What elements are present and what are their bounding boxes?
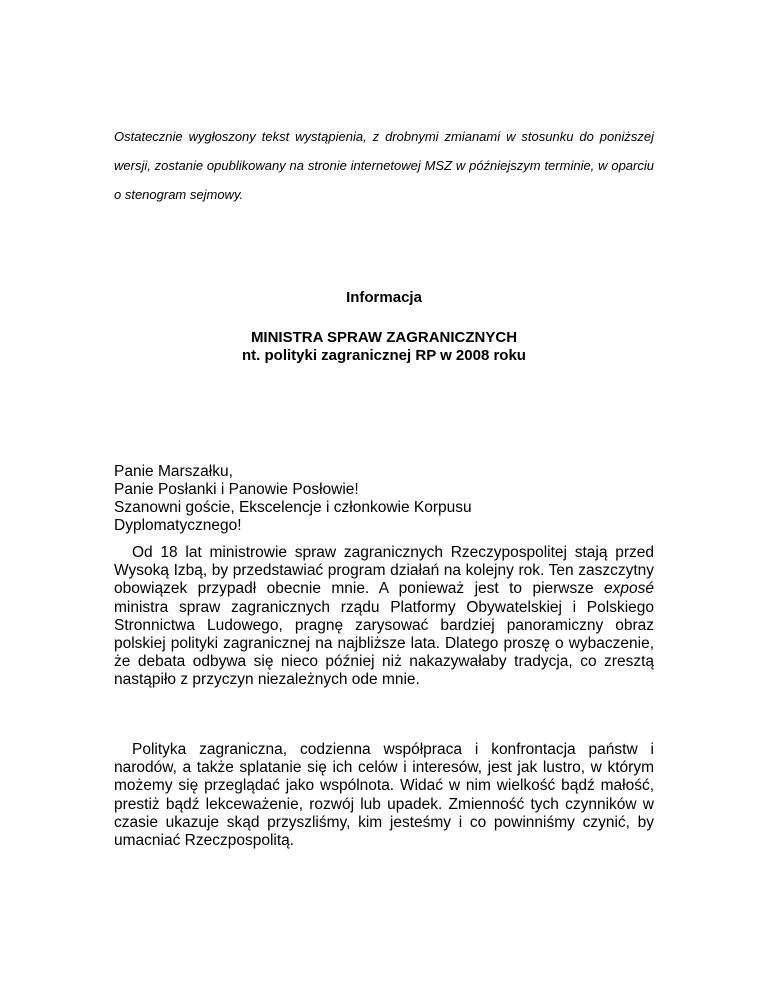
publication-note: Ostatecznie wygłoszony tekst wystąpienia, z drobnymi zmianami w stosunku do poniższej wersji, zostanie opublikowany na stronie internetowej MSZ w późniejszym terminie, w oparciu o stenogram sejmowy. (114, 129, 654, 202)
paragraph-1 (114, 544, 654, 690)
paragraph-1-text-a: Od 18 lat ministrowie spraw zagranicznych Rzeczypospolitej stają przed Wysoką Izbą, by przedstawiać program działań na kolejny rok. Ten zaszczytny obowiązek przypadł obecnie mnie. A ponieważ jest to pierwsze (114, 544, 654, 598)
salutation-line-4: Dyplomatycznego! (114, 517, 242, 534)
salutation (114, 463, 654, 535)
salutation-word: Korpusu (413, 499, 472, 516)
paragraph-2: Polityka zagraniczna, codzienna współpraca i konfrontacja państw i narodów, a także splatanie się ich celów i interesów, jest jak lustro, w którym możemy się przeglądać jako wspólnota. Widać w nim wielkość bądź małość, prestiż bądź lekceważenie, rozwój lub upadek. Zmienność tych czynników w czasie ukazuje skąd przyszliśmy, kim jesteśmy i co powinniśmy czynić, by umacniać Rzeczpospolitą. (114, 741, 654, 850)
salutation-word: Szanowni (114, 499, 182, 516)
document-subheading (114, 329, 654, 365)
salutation-line-1: Panie Marszałku, (114, 463, 233, 480)
salutation-word: Ekscelencje (238, 499, 322, 516)
salutation-word: członkowie (333, 499, 410, 516)
salutation-word: goście, (185, 499, 235, 516)
salutation-word: i (326, 499, 330, 516)
paragraph-1-italic: exposé (604, 580, 654, 598)
subheading-line-2: nt. polityki zagranicznej RP w 2008 roku (242, 347, 526, 364)
salutation-line-3 (114, 499, 654, 517)
subheading-line-1: MINISTRA SPRAW ZAGRANICZNYCH (250, 329, 518, 346)
paragraph-1-text-b: ministra spraw zagranicznych rządu Platformy Obywatelskiej i Polskiego Stronnictwa Ludowego, pragnę zarysować bardziej panoramiczny obraz polskiej polityki zagranicznej na najbliższe lata. Dlatego proszę o wybaczenie, że debata odbywa się nieco później niż nakazywałaby tradycja, co zresztą nastąpiło z przyczyn niezależnych ode mnie. (114, 598, 654, 689)
document-heading: Informacja (346, 289, 422, 306)
salutation-line-2: Panie Posłanki i Panowie Posłowie! (114, 481, 359, 498)
